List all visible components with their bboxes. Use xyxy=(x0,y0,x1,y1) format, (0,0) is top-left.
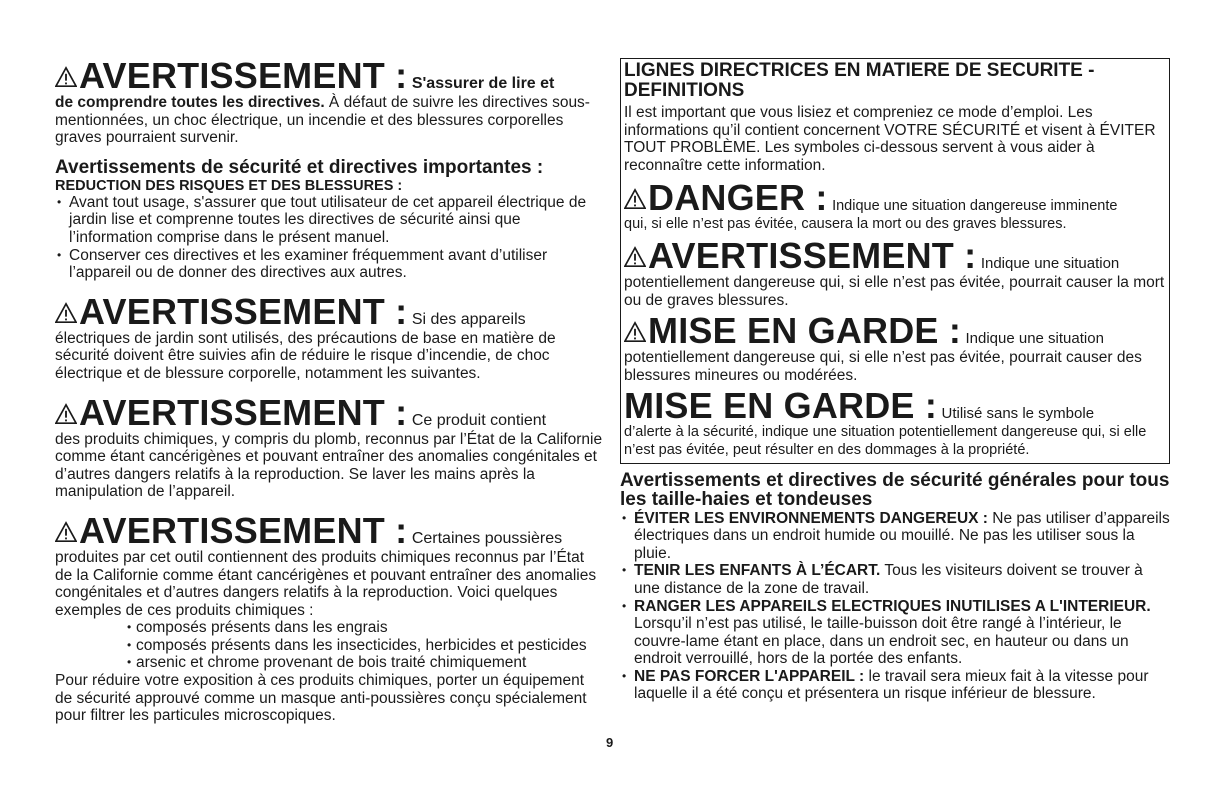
warning-1-line xyxy=(55,55,603,96)
list-item-text: Tous les visiteurs doivent se trouver à une distance de la zone de travail. xyxy=(634,562,1143,597)
list-item-text: le travail sera mieux fait à la vitesse pour laquelle il a été conçu et présentera un risque inférieur de blessure. xyxy=(634,667,1149,703)
warning-4-after: Pour réduire votre exposition à ces produits chimiques, porter un équipement de sécurité approuvé comme un masque anti-poussières conçu spécialement pour filtrer les particules microscopiques. xyxy=(55,672,587,725)
list-item-bold: RANGER LES APPAREILS ELECTRIQUES INUTILISES A L'INTERIEUR. xyxy=(634,597,1151,615)
warning-triangle-icon xyxy=(55,66,77,88)
warning-1-bold: de comprendre toutes les directives. xyxy=(55,94,325,111)
page-number: 9 xyxy=(606,735,614,750)
warning-4-line xyxy=(55,509,603,551)
warning-triangle-icon xyxy=(624,321,646,343)
mise-en-garde-nosymbol-line xyxy=(624,385,1166,427)
warning-3-text: des produits chimiques, y compris du plomb, reconnus par l’État de la Californie comme étant cancérigènes et pouvant entraîner des anomalies congénitales et d’autres dangers relatifs à la reproduction. Se laver les mains après la manipulation de l’appareil. xyxy=(55,430,603,501)
warning-2-line xyxy=(55,290,603,332)
warning-triangle-icon xyxy=(55,403,77,425)
warning-triangle-icon xyxy=(55,302,77,324)
list-item xyxy=(620,668,1170,703)
list-item xyxy=(620,598,1170,668)
list-item: • composés présents dans les engrais xyxy=(127,619,603,637)
mise-en-garde-label: MISE EN GARDE : xyxy=(648,310,962,352)
warning-1-body: À défaut de suivre les directives sous-mentionnées, un choc électrique, un incendie et des blessures corporelles graves pourraient survenir. xyxy=(55,94,590,147)
avertissement-lead: Indique une situation xyxy=(980,254,1120,272)
list-item-bold: NE PAS FORCER L'APPAREIL : xyxy=(634,667,865,685)
left-column xyxy=(55,55,603,725)
mise-en-garde-lead: Indique une situation xyxy=(965,330,1104,348)
list-item-bold: ÉVITER LES ENVIRONNEMENTS DANGEREUX : xyxy=(634,509,988,527)
warning-label: AVERTISSEMENT : xyxy=(79,55,408,96)
warning-1-text xyxy=(55,94,603,147)
definitions-box xyxy=(620,58,1170,464)
section-subheading: REDUCTION DES RISQUES ET DES BLESSURES : xyxy=(55,177,403,194)
warning-label: AVERTISSEMENT : xyxy=(79,509,408,551)
warning-triangle-icon xyxy=(624,188,646,210)
list-item: • composés présents dans les insecticides, herbicides et pesticides xyxy=(127,637,603,655)
danger-text: qui, si elle n’est pas évitée, causera la mort ou des graves blessures. xyxy=(624,216,1067,233)
list-item: • Avant tout usage, s'assurer que tout utilisateur de cet appareil électrique de jardin lise et comprenne toutes les directives de sécurité ainsi que l’information comprise dans le présent manuel. xyxy=(55,194,603,247)
avertissement-label: AVERTISSEMENT : xyxy=(648,234,977,276)
list-item xyxy=(620,510,1170,563)
list-item: • Conserver ces directives et les examiner fréquemment avant d’utiliser l’appareil ou de donner des directives aux autres. xyxy=(55,247,603,282)
definitions-title: LIGNES DIRECTRICES EN MATIERE DE SECURITE - DEFINITIONS xyxy=(624,60,1095,101)
danger-label: DANGER : xyxy=(648,177,828,219)
mise-en-garde-nosymbol-text: d’alerte à la sécurité, indique une situation potentiellement dangereuse qui, si elle n’est pas évitée, peut résulter en des dommages à la propriété. xyxy=(624,424,1147,458)
definitions-intro: Il est important que vous lisiez et compreniez ce mode d’emploi. Les informations qu’il contient concernent VOTRE SÉCURITÉ et visent à ÉVITER TOUT PROBLÈME. Les symboles ci-dessous servent à vous aider à reconnaître cette information. xyxy=(624,104,1156,174)
mise-en-garde-text: potentiellement dangereuse qui, si elle n’est pas évitée, pourrait causer des blessures mineures ou modérées. xyxy=(624,349,1142,384)
list-item: • arsenic et chrome provenant de bois traité chimiquement xyxy=(127,654,603,672)
warning-label: AVERTISSEMENT : xyxy=(79,391,408,433)
warning-lead: S'assurer de lire et xyxy=(411,75,555,92)
general-heading: Avertissements et directives de sécurité générales pour tous les taille-haies et tondeuses xyxy=(620,469,1170,510)
warning-lead: Certaines poussières xyxy=(411,529,563,547)
mise-en-garde-nosymbol-label: MISE EN GARDE : xyxy=(624,385,938,427)
list-item-text: Ne pas utiliser d’appareils électriques dans un endroit humide ou mouillé. Ne pas les utiliser sous la pluie. xyxy=(634,509,1170,562)
mise-en-garde-nosymbol-lead: Utilisé sans le symbole xyxy=(941,405,1095,423)
warning-triangle-icon xyxy=(55,521,77,543)
warning-2-text: électriques de jardin sont utilisés, des précautions de base en matière de sécurité doivent être suivies afin de réduire le risque d’incendie, de choc électrique et de blessure corporelle, notamment les suivantes. xyxy=(55,329,556,382)
avertissement-text: potentiellement dangereuse qui, si elle n’est pas évitée, pourrait causer la mort ou de graves blessures. xyxy=(624,273,1165,309)
section-heading: Avertissements de sécurité et directives importantes : xyxy=(55,156,544,178)
warning-3-line xyxy=(55,391,603,433)
list-item-bold: TENIR LES ENFANTS À L’ÉCART. xyxy=(634,562,881,580)
warning-lead: Ce produit contient xyxy=(411,411,547,429)
list-item-text: Lorsqu’il n’est pas utilisé, le taille-buisson doit être rangé à l’intérieur, le couvre-lame étant en place, dans un endroit sec, en hauteur ou dans un endroit verrouillé, hors de la portée des enfants. xyxy=(634,615,1129,668)
warning-lead: Si des appareils xyxy=(411,310,526,328)
warning-label: AVERTISSEMENT : xyxy=(79,290,408,332)
warning-4-text: produites par cet outil contiennent des produits chimiques reconnus par l’État de la Californie comme étant cancérigènes et pouvant entraîner des anomalies congénitales et d’autres dangers relatifs à la reproduction. Voici quelques exemples de ces produits chimiques : xyxy=(55,548,597,619)
list-item xyxy=(620,562,1170,597)
mise-en-garde-line xyxy=(624,310,1166,352)
general-bullet-list xyxy=(620,510,1170,704)
chemical-list xyxy=(55,619,603,672)
risk-bullet-list xyxy=(55,194,603,282)
avertissement-line xyxy=(624,234,1166,276)
warning-triangle-icon xyxy=(624,246,646,268)
right-column xyxy=(620,58,1170,703)
danger-line xyxy=(624,177,1166,219)
danger-lead: Indique une situation dangereuse imminente xyxy=(832,198,1118,215)
